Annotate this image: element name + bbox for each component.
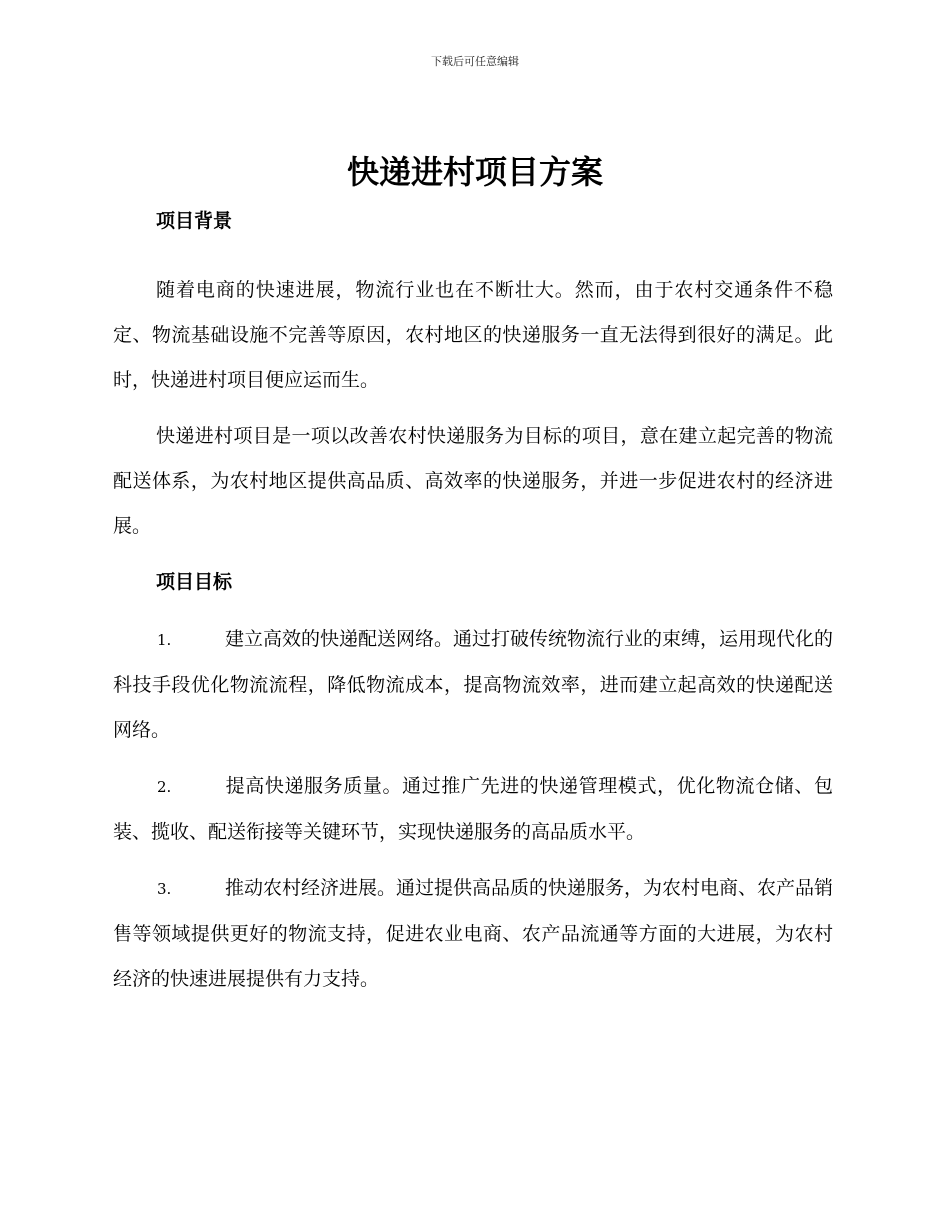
background-paragraph-2: 快递进村项目是一项以改善农村快递服务为目标的项目，意在建立起完善的物流配送体系，为农村地区提供高品质、高效率的快递服务，并进一步促进农村的经济进展。 bbox=[113, 425, 833, 537]
goal-item-number: 1. bbox=[157, 631, 172, 649]
goal-item-number: 2. bbox=[157, 778, 172, 796]
goal-item-3 bbox=[113, 866, 833, 1002]
goal-item-number: 3. bbox=[157, 880, 172, 898]
section-heading-background: 项目背景 bbox=[156, 210, 233, 232]
header-note: 下载后可任意编辑 bbox=[431, 55, 519, 68]
goal-item-text: 建立高效的快递配送网络。通过打破传统物流行业的束缚，运用现代化的科技手段优化物流流程，降低物流成本，提高物流效率，进而建立起高效的快递配送网络。 bbox=[113, 628, 834, 741]
goal-item-1 bbox=[113, 617, 833, 753]
document-body bbox=[113, 203, 833, 1002]
document-title: 快递进村项目方案 bbox=[346, 153, 603, 191]
goal-item-text: 提高快递服务质量。通过推广先进的快递管理模式，优化物流仓储、包装、揽收、配送衔接等关键环节，实现快递服务的高品质水平。 bbox=[113, 775, 833, 843]
goal-item-text: 推动农村经济进展。通过提供高品质的快递服务，为农村电商、农产品销售等领域提供更好的物流支持，促进农业电商、农产品流通等方面的大进展，为农村经济的快速进展提供有力支持。 bbox=[113, 877, 834, 990]
section-heading-goals: 项目目标 bbox=[156, 571, 233, 593]
background-paragraph-1: 随着电商的快速进展，物流行业也在不断壮大。然而，由于农村交通条件不稳定、物流基础设施不完善等原因，农村地区的快递服务一直无法得到很好的满足。此时，快递进村项目便应运而生。 bbox=[113, 279, 833, 391]
goal-item-2 bbox=[113, 764, 833, 855]
